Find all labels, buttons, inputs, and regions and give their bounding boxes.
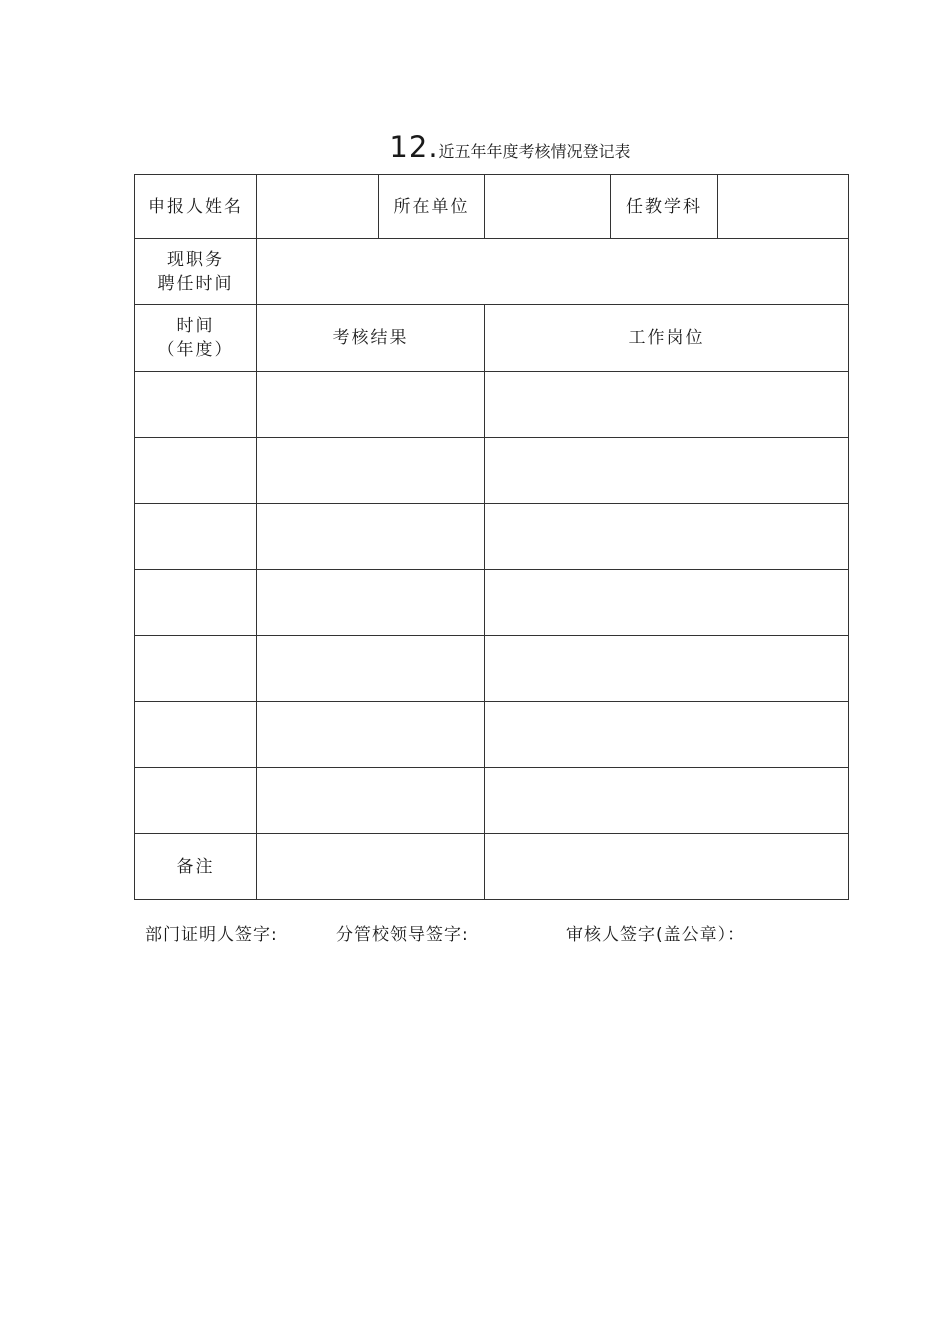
position-time-label (135, 239, 257, 305)
result-cell[interactable] (257, 768, 485, 834)
applicant-name-label: 申报人姓名 (135, 175, 257, 239)
year-cell[interactable] (135, 768, 257, 834)
post-cell[interactable] (485, 570, 849, 636)
title-number: 12. (389, 130, 439, 164)
table-row (135, 768, 849, 834)
position-time-field[interactable] (257, 239, 849, 305)
post-cell[interactable] (485, 504, 849, 570)
unit-label: 所在单位 (379, 175, 485, 239)
result-cell[interactable] (257, 504, 485, 570)
result-cell[interactable] (257, 570, 485, 636)
result-header: 考核结果 (257, 305, 485, 372)
post-cell[interactable] (485, 768, 849, 834)
year-cell[interactable] (135, 702, 257, 768)
assessment-table (134, 174, 849, 900)
year-cell[interactable] (135, 372, 257, 438)
post-cell[interactable] (485, 372, 849, 438)
department-signature-label: 部门证明人签字: (145, 925, 278, 945)
table-row (135, 702, 849, 768)
time-header-line1: 时间 (176, 316, 215, 336)
result-cell[interactable] (257, 636, 485, 702)
post-cell[interactable] (485, 438, 849, 504)
year-cell[interactable] (135, 570, 257, 636)
remarks-post-cell[interactable] (485, 834, 849, 900)
table-row (135, 372, 849, 438)
form-title (0, 130, 950, 164)
column-header-row (135, 305, 849, 372)
unit-field[interactable] (485, 175, 611, 239)
remarks-label: 备注 (135, 834, 257, 900)
job-post-header: 工作岗位 (485, 305, 849, 372)
position-label-line2: 聘任时间 (157, 273, 234, 294)
table-row (135, 636, 849, 702)
table-row (135, 570, 849, 636)
post-cell[interactable] (485, 636, 849, 702)
applicant-name-field[interactable] (257, 175, 379, 239)
position-row (135, 239, 849, 305)
post-cell[interactable] (485, 702, 849, 768)
reviewer-signature-label: 审核人签字(盖公章）： (566, 925, 746, 945)
table-row (135, 504, 849, 570)
subject-field[interactable] (718, 175, 849, 239)
remarks-result-cell[interactable] (257, 834, 485, 900)
year-cell[interactable] (135, 636, 257, 702)
table-row (135, 438, 849, 504)
header-info-row (135, 175, 849, 239)
position-label-line1: 现职务 (167, 249, 224, 270)
result-cell[interactable] (257, 372, 485, 438)
leader-signature-label: 分管校领导签字: (336, 925, 469, 945)
time-header-line2: （年度） (157, 340, 234, 360)
time-year-header (135, 305, 257, 372)
signature-line (0, 920, 950, 944)
subject-label: 任教学科 (611, 175, 718, 239)
result-cell[interactable] (257, 438, 485, 504)
title-text: 近五年年度考核情况登记表 (438, 142, 631, 161)
result-cell[interactable] (257, 702, 485, 768)
year-cell[interactable] (135, 438, 257, 504)
year-cell[interactable] (135, 504, 257, 570)
remarks-row (135, 834, 849, 900)
